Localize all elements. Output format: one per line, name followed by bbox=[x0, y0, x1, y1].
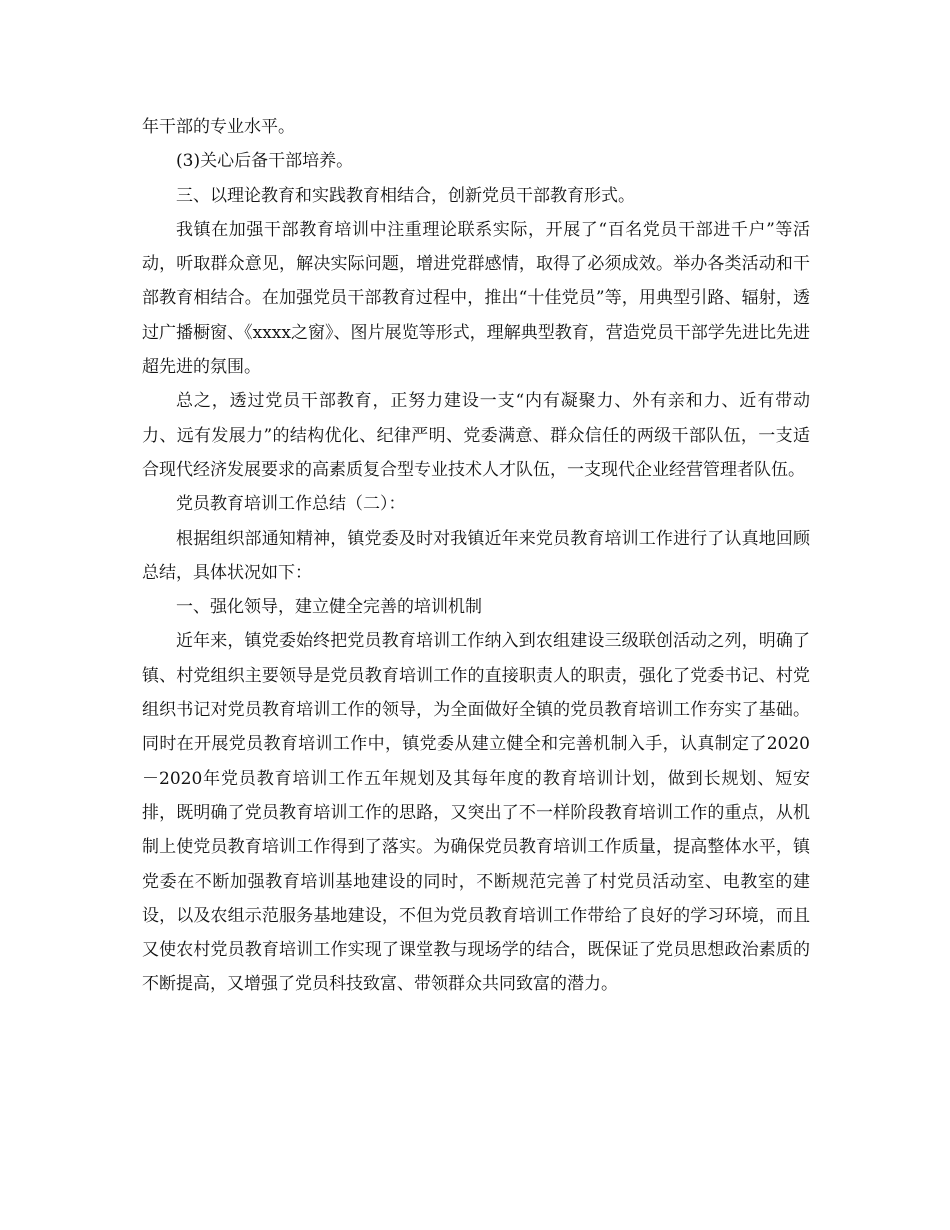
document-page bbox=[142, 110, 810, 1002]
paragraph-intro: 根据组织部通知精神，镇党委及时对我镇近年来党员教育培训工作进行了认真地回顾总结，具体状况如下： bbox=[142, 528, 810, 583]
paragraph-title: 党员教育培训工作总结（二）： bbox=[176, 494, 406, 515]
paragraph-section-heading: 三、以理论教育和实践教育相结合，创新党员干部教育形式。 bbox=[176, 185, 635, 206]
paragraph-body: 近年来，镇党委始终把党员教育培训工作纳入到农组建设三级联创活动之列，明确了镇、村党组织主要领导是党员教育培训工作的直接职责人的职责，强化了党委书记、村党组织书记对党员教育培训工作的领导，为全面做好全镇的党员教育培训工作夯实了基础。同时在开展党员教育培训工作中，镇党委从建立健全和完善机制入手，认真制定了2020－2020年党员教育培训工作五年规划及其每年度的教育培训计划，做到长规划、短安排，既明确了党员教育培训工作的思路，又突出了不一样阶段教育培训工作的重点，从机制上使党员教育培训工作得到了落实。为确保党员教育培训工作质量，提高整体水平，镇党委在不断加强教育培训基地建设的同时，不断规范完善了村党员活动室、电教室的建设，以及农组示范服务基地建设，不但为党员教育培训工作带给了良好的学习环境，而且又使农村党员教育培训工作实现了课堂教与现场学的结合，既保证了党员思想政治素质的不断提高，又增强了党员科技致富、带领群众共同致富的潜力。 bbox=[142, 631, 810, 995]
paragraph-conclusion: 总之，透过党员干部教育，正努力建设一支“内有凝聚力、外有亲和力、近有带动力、远有发展力”的结构优化、纪律严明、党委满意、群众信任的两级干部队伍，一支适合现代经济发展要求的高素质复合型专业技术人才队伍，一支现代企业经营管理者队伍。 bbox=[142, 391, 810, 480]
paragraph-section-heading: 一、强化领导，建立健全完善的培训机制 bbox=[176, 597, 482, 618]
paragraph-body: 我镇在加强干部教育培训中注重理论联系实际，开展了“百名党员干部进千户”等活动，听取群众意见，解决实际问题，增进党群感情，取得了必须成效。举办各类活动和干部教育相结合。在加强党员干部教育过程中，推出“十佳党员”等，用典型引路、辐射，透过广播橱窗、《xxxx之窗》、图片展览等形式，理解典型教育，营造党员干部学先进比先进超先进的氛围。 bbox=[142, 219, 810, 378]
paragraph-subitem: (3)关心后备干部培养。 bbox=[176, 151, 354, 172]
paragraph-continuation: 年干部的专业水平。 bbox=[142, 117, 295, 137]
